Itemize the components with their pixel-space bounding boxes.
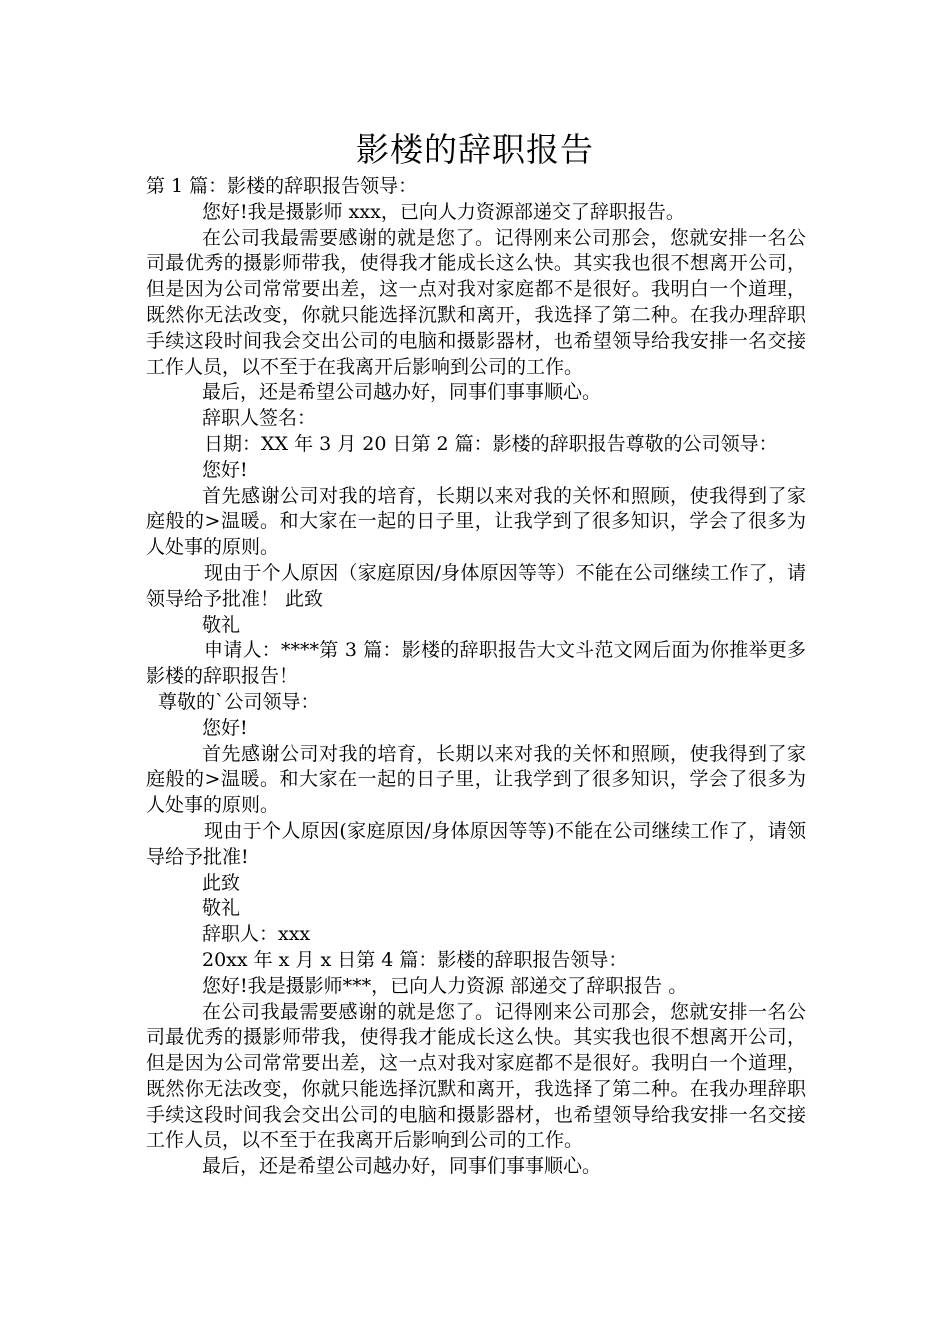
paragraph: 现由于个人原因（家庭原因/身体原因等等）不能在公司继续工作了，请领导给予批准！ 此致: [146, 561, 806, 610]
paragraph: 首先感谢公司对我的培育，长期以来对我的关怀和照顾，使我得到了家庭般的>温暖。和大家在一起的日子里，让我学到了很多知识，学会了很多为人处事的原则。: [146, 742, 806, 817]
document-title: 影楼的辞职报告: [356, 130, 594, 169]
paragraph: 现由于个人原因(家庭原因/身体原因等等)不能在公司继续工作了，请领导给予批准!: [146, 819, 806, 868]
paragraph: 第 1 篇：影楼的辞职报告领导：: [146, 175, 418, 197]
paragraph: 您好!: [202, 716, 248, 739]
paragraph: 日期：XX 年 3 月 20 日第 2 篇：影楼的辞职报告尊敬的公司领导：: [204, 432, 778, 455]
paragraph: 敬礼: [202, 613, 241, 636]
paragraph: 敬礼: [202, 897, 241, 920]
paragraph: 20xx 年 x 月 x 日第 4 篇：影楼的辞职报告领导：: [202, 948, 628, 971]
paragraph: 您好!: [202, 458, 248, 481]
paragraph: 在公司我最需要感谢的就是您了。记得刚来公司那会，您就安排一名公司最优秀的摄影师带我，使得我才能成长这么快。其实我也很不想离开公司，但是因为公司常常要出差，这一点对我对家庭都不是很好。我明白一个道理，既然你无法改变，你就只能选择沉默和离开，我选择了第二种。在我办理辞职手续这段时间我会交出公司的电脑和摄影器材，也希望领导给我安排一名交接工作人员，以不至于在我离开后影响到公司的工作。: [146, 226, 806, 378]
paragraph: 最后，还是希望公司越办好，同事们事事顺心。: [202, 381, 602, 404]
paragraph: 在公司我最需要感谢的就是您了。记得刚来公司那会，您就安排一名公司最优秀的摄影师带我，使得我才能成长这么快。其实我也很不想离开公司，但是因为公司常常要出差，这一点对我对家庭都不是很好。我明白一个道理，既然你无法改变，你就只能选择沉默和离开，我选择了第二种。在我办理辞职 手续这段时间我会交出公司的电脑和摄影器材，也希望领导给我安排一名交接工作人员，以不至于在我离开后影响到公司的工作。: [146, 1000, 806, 1152]
paragraph: 您好!我是摄影师***，已向人力资源 部递交了辞职报告 。: [202, 974, 688, 997]
paragraph: 最后，还是希望公司越办好，同事们事事顺心。: [202, 1155, 602, 1178]
paragraph: 申请人：****第 3 篇：影楼的辞职报告大文斗范文网后面为你推举更多影楼的辞职报告！: [146, 639, 806, 688]
paragraph: 您好!我是摄影师 xxx，已向人力资源部递交了辞职报告。: [202, 200, 685, 223]
paragraph: 此致: [202, 871, 241, 894]
paragraph: 辞职人签名：: [202, 407, 317, 430]
paragraph: 辞职人：xxx: [202, 923, 311, 946]
document-body: [146, 174, 806, 1180]
paragraph: 首先感谢公司对我的培育，长期以来对我的关怀和照顾，使我得到了家庭般的>温暖。和大家在一起的日子里，让我学到了很多知识，学会了很多为人处事的原则。: [146, 484, 806, 559]
paragraph: 尊敬的`公司领导：: [158, 690, 320, 713]
